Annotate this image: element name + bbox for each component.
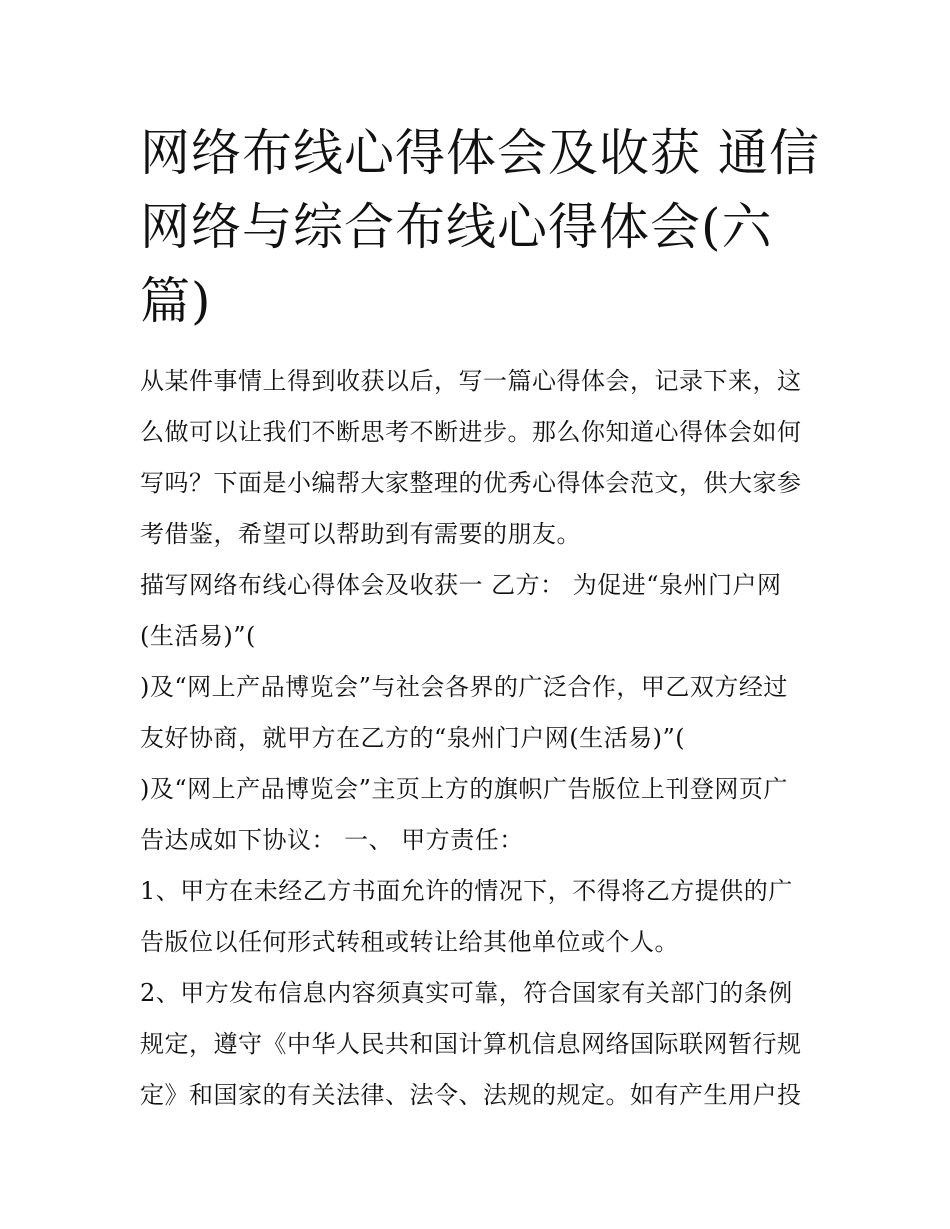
text-line: 从某件事情上得到收获以后，写一篇心得体会，记录下来，这 <box>140 367 802 395</box>
clause-2-paragraph <box>140 968 820 1121</box>
text-line: 规定，遵守《中华人民共和国计算机信息网络国际联网暂行规 <box>140 1030 802 1058</box>
text-line: 么做可以让我们不断思考不断进步。那么你知道心得体会如何 <box>140 418 802 446</box>
text-line: 写吗？下面是小编帮大家整理的优秀心得体会范文，供大家参 <box>140 469 802 497</box>
text-line: 定》和国家的有关法律、法令、法规的规定。如有产生用户投 <box>140 1081 802 1109</box>
text-line: 描写网络布线心得体会及收获一 乙方： 为促进“泉州门户网 <box>140 571 782 599</box>
document-title <box>140 116 820 338</box>
text-line: 告达成如下协议： 一、 甲方责任： <box>140 826 524 854</box>
text-line: 考借鉴，希望可以帮助到有需要的朋友。 <box>140 520 581 548</box>
text-line: (生活易)”( <box>140 622 256 650</box>
text-line: )及“网上产品博览会”与社会各界的广泛合作，甲乙双方经过 <box>140 673 788 701</box>
text-line: )及“网上产品博览会”主页上方的旗帜广告版位上刊登网页广 <box>140 775 788 803</box>
clause-1-paragraph <box>140 866 820 968</box>
title-line: 网络与综合布线心得体会(六 <box>140 198 773 256</box>
document-body <box>140 356 820 1121</box>
text-line: 1、甲方在未经乙方书面允许的情况下，不得将乙方提供的广 <box>140 877 793 905</box>
text-line: 告版位以任何形式转租或转让给其他单位或个人。 <box>140 928 679 956</box>
title-line: 篇) <box>140 272 212 330</box>
text-line: 友好协商，就甲方在乙方的“泉州门户网(生活易)”( <box>140 724 686 752</box>
text-line: 2、甲方发布信息内容须真实可靠，符合国家有关部门的条例 <box>140 979 793 1007</box>
agreement-paragraph <box>140 560 820 866</box>
title-line: 网络布线心得体会及收获 通信 <box>140 124 820 182</box>
intro-paragraph <box>140 356 820 560</box>
